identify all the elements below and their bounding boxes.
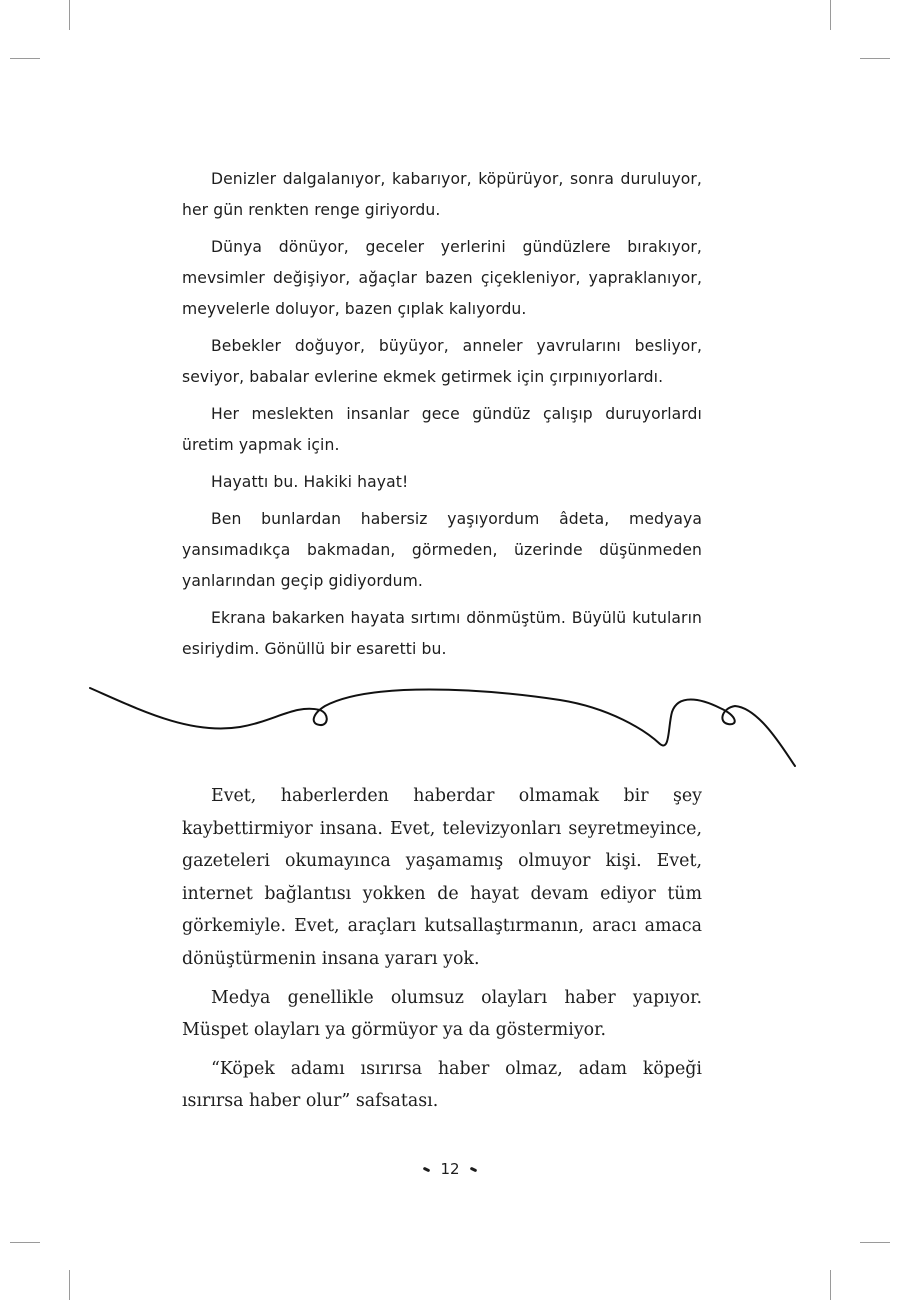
crop-mark-left-top: [10, 58, 40, 59]
page-number: [0, 1160, 900, 1178]
wavy-line-divider-icon: [0, 670, 900, 780]
paragraph: Evet, haberlerden haberdar olmamak bir şey kaybettirmiyor insana. Evet, televizyonları seyretmeyince, gazeteleri okumayınca yaşamamış olmuyor kişi. Evet, internet bağlantısı yokken de hayat devam ediyor tüm görkemiyle. Evet, araçları kutsallaştırmanın, aracı amaca dönüştürmenin insana yararı yok.: [182, 786, 702, 969]
dash-icon: [423, 1167, 431, 1173]
page-number-value: 12: [440, 1160, 460, 1178]
paragraph: Bebekler doğuyor, büyüyor, anneler yavrularını besliyor, seviyor, babalar evlerine ekmek getirmek için çırpınıyorlardı.: [182, 337, 702, 386]
dash-icon: [469, 1167, 477, 1173]
paragraph: Ekrana bakarken hayata sırtımı dönmüştüm. Büyülü kutuların esiriydim. Gönüllü bir esaretti bu.: [182, 609, 702, 658]
crop-mark-top-left: [69, 0, 70, 30]
paragraph: Her meslekten insanlar gece gündüz çalışıp duruyorlardı üretim yapmak için.: [182, 405, 702, 454]
crop-mark-bottom-right: [830, 1270, 831, 1300]
crop-mark-bottom-left: [69, 1270, 70, 1300]
paragraph: “Köpek adamı ısırırsa haber olmaz, adam köpeği ısırırsa haber olur” safsatası.: [182, 1058, 702, 1112]
serif-text-block: [182, 780, 702, 1124]
crop-mark-right-bottom: [860, 1242, 890, 1243]
handwritten-text-block: [182, 164, 702, 671]
crop-mark-left-bottom: [10, 1242, 40, 1243]
paragraph: Denizler dalgalanıyor, kabarıyor, köpürüyor, sonra duruluyor, her gün renkten renge giriyordu.: [182, 170, 702, 219]
crop-mark-right-top: [860, 58, 890, 59]
crop-mark-top-right: [830, 0, 831, 30]
paragraph: Medya genellikle olumsuz olayları haber yapıyor. Müspet olayları ya görmüyor ya da göstermiyor.: [182, 987, 702, 1041]
paragraph: Ben bunlardan habersiz yaşıyordum âdeta, medyaya yansımadıkça bakmadan, görmeden, üzerinde düşünmeden yanlarından geçip gidiyordum.: [182, 510, 702, 590]
paragraph: Dünya dönüyor, geceler yerlerini gündüzlere bırakıyor, mevsimler değişiyor, ağaçlar bazen çiçekleniyor, yapraklanıyor, meyvelerle doluyor, bazen çıplak kalıyordu.: [182, 238, 702, 318]
paragraph: Hayattı bu. Hakiki hayat!: [211, 473, 409, 491]
